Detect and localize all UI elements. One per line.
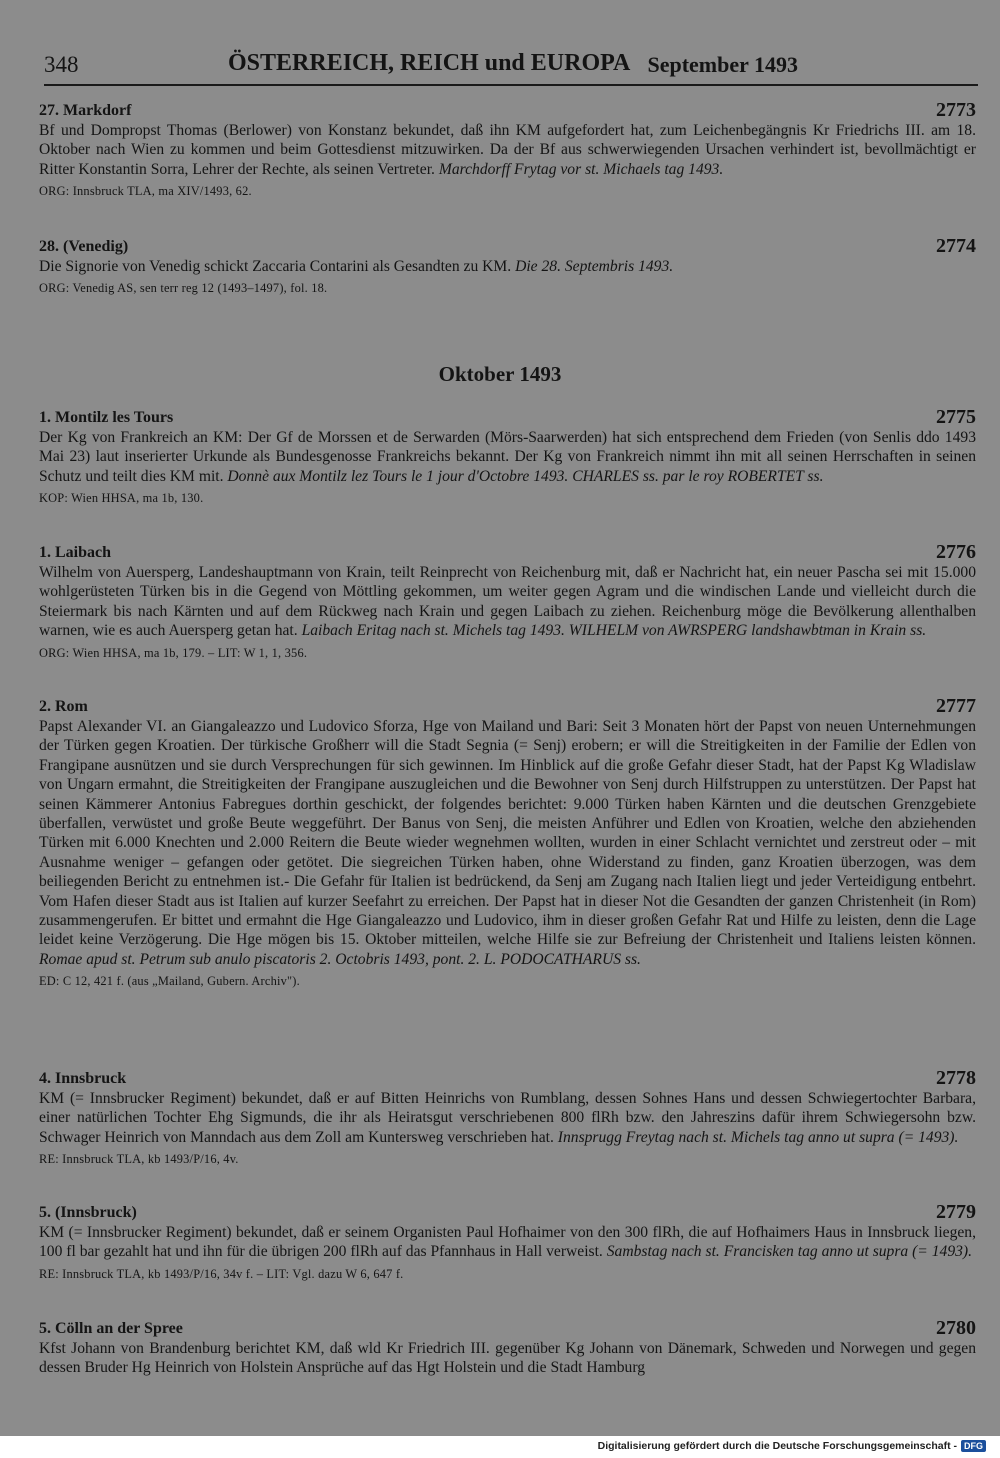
regest-entry <box>39 1200 976 1282</box>
entry-number: 2773 <box>936 99 976 121</box>
entry-summary: Wilhelm von Auersperg, Landeshauptmann von Krain, teilt Reinprecht von Reichenburg mit, daß er Nachricht hat, ein neuer Pascha sei mit 15.000 wohlgerüsteten Türken bis in die Gegend von Möttling gekommen, um weiter gegen Agram und die windischen Lande und vielleicht durch die Steiermark bis nach Kärnten und auf dem Rückweg nach Krain und gegen Laibach zu ziehen. Reichenburg möge die Bevölkerung allenthalben warnen, wie es auch Auersperg getan hat. <box>39 564 976 640</box>
entry-place: 5. (Innsbruck) <box>39 1204 137 1221</box>
entry-dating: Innsprugg Freytag nach st. Michels tag anno ut supra (= 1493). <box>557 1128 959 1146</box>
entry-summary: Der Kg von Frankreich an KM: Der Gf de Morssen et de Serwarden (Mörs-Saarwerden) hat sich entsprechend dem Frieden (von Senlis ddo 1493 Mai 23) laut inserierter Urkunde als Bundesgenosse Frankreichs bekannt. Der Kg von Frankreich nimmt ihn mit all seinen Herrschaften in seinen Schutz und teilt dies KM mit. <box>39 429 976 485</box>
entry-summary: Die Signorie von Venedig schickt Zaccaria Contarini als Gesandten zu KM. <box>39 258 512 275</box>
entry-summary: Papst Alexander VI. an Giangaleazzo und Ludovico Sforza, Hge von Mailand und Bari: Seit 3 Monaten hört der Papst von neuen Unternehmungen der Türken gegen Kroatien. Der türkische Großherr will die Stadt Segnia (= Senj) erobern; er will die Streitigkeiten in der Familie der Edlen von Frangipane ausnützen und sie durch Versprechungen für sich gewinnen. Im Hinblick auf die große Gefahr dieser Stadt, hat der Papst Kg Wladislaw von Ungarn ermahnt, die Streitigkeiten der Frangipane auszugleichen und die Bewohner von Senj durch Hilfstruppen zu unterstützen. Der Papst hat seinen Kämmerer Antonius Fabregues dorthin geschickt, der folgendes berichtet: 9.000 Türken haben Kärnten und die deutschen Grenzgebiete überfallen, verwüstet und große Beute weggeführt. Der Banus von Senj, die meisten Anführer und Edlen von Kroatien, welche den abziehenden Türken mit 6.000 Knechten und 2.000 Reitern die Beute wieder wegnehmen wollten, wurden in einer Schlacht vernichtet und zerstreut oder – mit Ausnahme weniger – gefangen oder getötet. Die siegreichen Türken haben, ohne Widerstand zu finden, ganz Kroatien überzogen, was dem beiliegenden Bericht zu entnehmen ist.- Die Gefahr für Italien ist bedrückend, da Senj am Zugang nach Italien liegt und jeder Verteidigung entbehrt. Vom Hafen dieser Stadt aus ist Italien auf kurzer Seefahrt zu erreichen. Der Papst hat in dieser Not die Gesandten der ganzen Christenheit (in Rom) zusammengerufen. Er bittet und ermahnt die Hge Giangaleazzo und Ludovico, ihm in dieser großen Gefahr Rat und Hilfe zu leisten, denn die Lage leidet keine Verzögerung. Die Hge mögen bis 15. Oktober mitteilen, welche Hilfe sie zur Befreiung der Christenheit und Italiens leisten können. <box>39 718 976 949</box>
entry-place: 2. Rom <box>39 698 88 715</box>
entry-text <box>39 1223 976 1262</box>
regest-entry <box>39 405 976 506</box>
entry-number: 2780 <box>936 1317 976 1339</box>
entry-number: 2774 <box>936 235 976 257</box>
entry-place: 1. Laibach <box>39 544 112 561</box>
digitization-credit <box>598 1440 986 1452</box>
entry-source: ED: C 12, 421 f. (aus „Mailand, Gubern. Archiv"). <box>39 974 300 989</box>
entry-number: 2775 <box>936 406 976 428</box>
entry-place: 28. (Venedig) <box>39 238 129 255</box>
entry-dating: Donnè aux Montilz lez Tours le 1 jour d'Octobre 1493. CHARLES ss. par le roy ROBERTET ss. <box>227 467 824 485</box>
entry-text <box>39 717 976 969</box>
entry-text <box>39 428 976 486</box>
running-date: September 1493 <box>647 52 798 77</box>
entry-text <box>39 257 976 276</box>
entry-place: 1. Montilz les Tours <box>39 409 174 426</box>
entry-source: ORG: Venedig AS, sen terr reg 12 (1493–1497), fol. 18. <box>39 281 328 296</box>
regest-entry <box>39 694 976 989</box>
entry-place: 4. Innsbruck <box>39 1070 127 1087</box>
entry-source: RE: Innsbruck TLA, kb 1493/P/16, 34v f. – LIT: Vgl. dazu W 6, 647 f. <box>39 1266 404 1281</box>
regest-entry <box>39 1316 976 1378</box>
regest-entry <box>39 540 976 661</box>
credit-text: Digitalisierung gefördert durch die Deutsche Forschungsgemeinschaft - <box>597 1440 957 1452</box>
entry-text <box>39 1339 976 1378</box>
entry-number: 2778 <box>936 1067 976 1089</box>
regest-entry <box>39 1066 976 1167</box>
entry-source: KOP: Wien HHSA, ma 1b, 130. <box>39 491 204 506</box>
entry-source: ORG: Wien HHSA, ma 1b, 179. – LIT: W 1, 1, 356. <box>39 645 308 660</box>
dfg-logo: DFG <box>961 1440 986 1452</box>
entry-place: 27. Markdorf <box>39 102 132 119</box>
entry-summary: Kfst Johann von Brandenburg berichtet KM, daß wld Kr Friedrich III. gegenüber Kg Johann von Dänemark, Schweden und Norwegen und gegen dessen Bruder Hg Heinrich von Holstein Ansprüche auf das Hgt Holstein und die Stadt Hamburg <box>39 1340 976 1377</box>
entry-text <box>39 1089 976 1147</box>
entry-text <box>39 563 976 641</box>
entry-summary: Bf und Dompropst Thomas (Berlower) von Konstanz bekundet, daß ihn KM aufgefordert hat, zum Leichenbegängnis Kr Friedrichs III. am 18. Oktober nach Wien zu kommen und beim Gottesdienst mitzuwirken. Da der Bf aus schwerwiegenden Ursachen verhindert ist, bevollmächtigt er Ritter Konstantin Sorra, Lehrer der Rechte, als seinen Vertreter. <box>39 122 976 178</box>
entry-summary: KM (= Innsbrucker Regiment) bekundet, daß er auf Bitten Heinrichs von Rumblang, dessen Sohnes Hans und dessen Schwiegertochter Barbara, einer natürlichen Tochter Ehg Sigmunds, die ihr als Heiratsgut verschriebenen 800 flRh bzw. den Jahreszins dafür ihrem Schwiegersohn bzw. Schwager Heinrich von Manndach aus dem Zoll am Kuntersweg verschrieben hat. <box>39 1090 976 1146</box>
running-title: ÖSTERREICH, REICH und EUROPA <box>228 50 631 76</box>
entry-dating: Romae apud st. Petrum sub anulo piscatoris 2. Octobris 1493, pont. 2. L. PODOCATHARUS ss. <box>39 950 641 968</box>
regest-entry <box>39 234 976 296</box>
regest-entry <box>39 98 976 199</box>
entry-dating: Die 28. Septembris 1493. <box>515 258 674 275</box>
page-number: 348 <box>44 52 79 77</box>
entry-place: 5. Cölln an der Spree <box>39 1320 183 1337</box>
entry-number: 2776 <box>936 541 976 563</box>
page-header <box>44 48 978 86</box>
entry-source: ORG: Innsbruck TLA, ma XIV/1493, 62. <box>39 184 252 199</box>
entry-dating: Laibach Eritag nach st. Michels tag 1493. WILHELM von AWRSPERG landshawbtman in Krain ss. <box>301 622 927 640</box>
entry-dating: Marchdorff Frytag vor st. Michaels tag 1493. <box>438 160 724 178</box>
entry-number: 2777 <box>936 695 976 717</box>
entry-text <box>39 121 976 179</box>
entry-dating: Sambstag nach st. Francisken tag anno ut supra (= 1493). <box>606 1243 973 1261</box>
section-title: Oktober 1493 <box>438 362 562 386</box>
entry-source: RE: Innsbruck TLA, kb 1493/P/16, 4v. <box>39 1152 239 1167</box>
entry-number: 2779 <box>936 1201 976 1223</box>
entry-summary: KM (= Innsbrucker Regiment) bekundet, daß er seinem Organisten Paul Hofhaimer von den 300 flRh, die auf Hofhaimers Haus in Innsbruck liegen, 100 fl bar gezahlt hat und ihn für die übrigen 200 flRh auf das Pfannhaus in Hall verweist. <box>39 1224 976 1261</box>
